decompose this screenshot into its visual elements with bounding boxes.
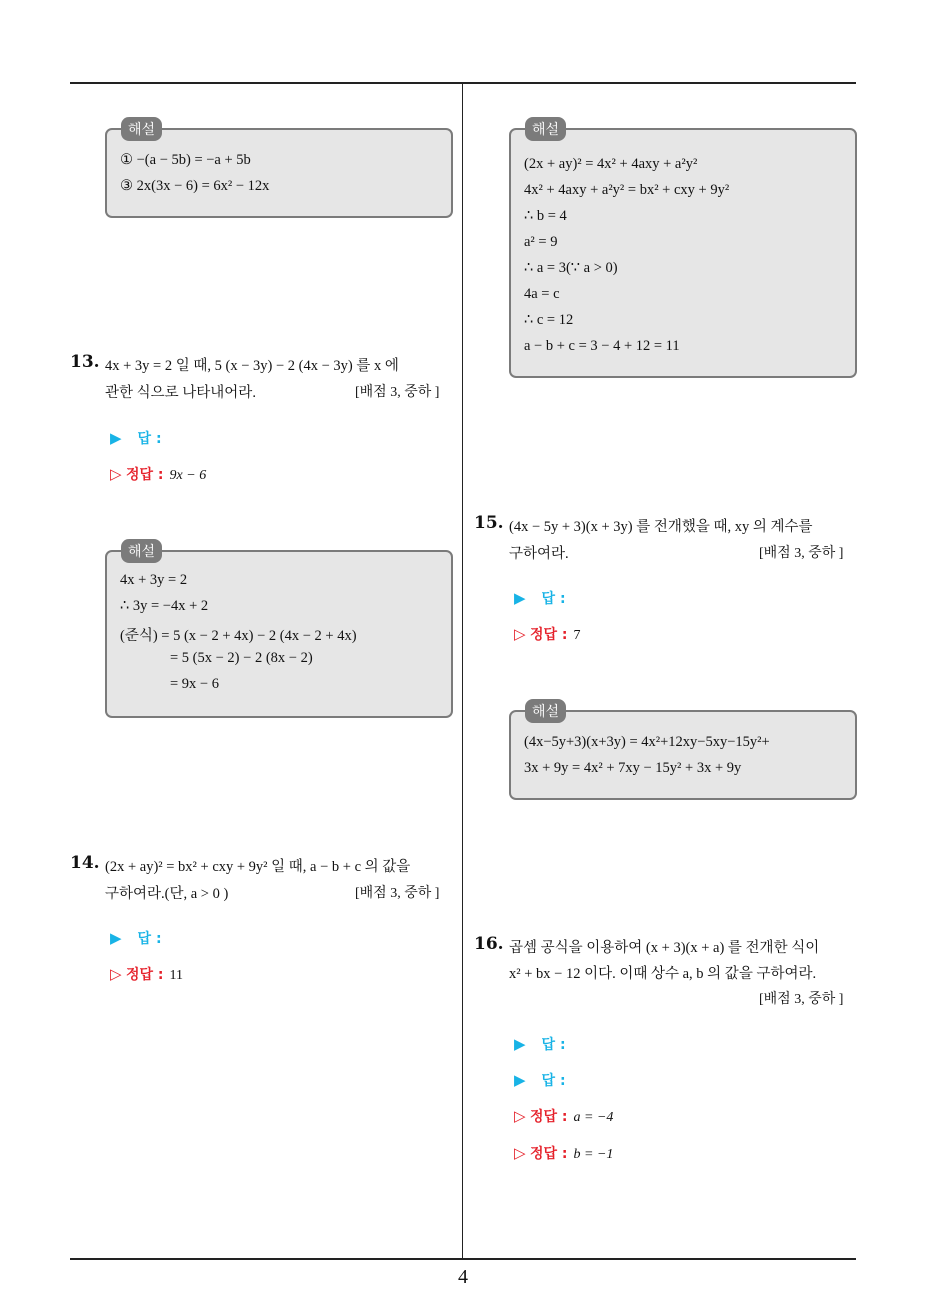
bottom-rule — [70, 1258, 856, 1260]
outline-triangle-icon: ▷ — [110, 465, 122, 483]
explanation-line: 4a = c — [524, 286, 560, 302]
answer-label: 답 : — [137, 431, 162, 447]
question-text-14-line2: 구하여라.(단, a > 0 ) — [105, 886, 229, 902]
correct-answer-row-16b — [514, 1143, 613, 1163]
question-meta-13: [배점 3, 중하 ] — [355, 385, 440, 400]
explanation-box-q13 — [105, 544, 453, 718]
explanation-box-q14 — [509, 122, 857, 378]
outline-triangle-icon: ▷ — [110, 965, 122, 983]
column-divider — [462, 82, 463, 1259]
answer-row-14[interactable] — [110, 928, 162, 948]
answer-label: 답 : — [137, 931, 162, 947]
explanation-line: ∴ a = 3(∵ a > 0) — [524, 260, 618, 276]
question-meta-15: [배점 3, 중하 ] — [759, 546, 844, 561]
question-number-13: 13. — [70, 352, 100, 372]
play-triangle-icon: ▶ — [110, 429, 122, 447]
explanation-line: = 5 (5x − 2) − 2 (8x − 2) — [170, 650, 313, 666]
outline-triangle-icon: ▷ — [514, 625, 526, 643]
page-number: 4 — [458, 1266, 468, 1288]
question-text-13-line1: 4x + 3y = 2 일 때, 5 (x − 3y) − 2 (4x − 3y) 를 x 에 — [105, 358, 399, 374]
explanation-line: 4x + 3y = 2 — [120, 572, 188, 588]
explanation-line: ∴ 3y = −4x + 2 — [120, 598, 209, 614]
answer-row-16a[interactable] — [514, 1034, 566, 1054]
answer-label: 답 : — [541, 1073, 566, 1089]
question-text-15-line2: 구하여라. — [509, 546, 569, 562]
correct-answer-value: b = −1 — [573, 1147, 614, 1162]
explanation-line: (준식) = 5 (x − 2 + 4x) − 2 (4x − 2 + 4x) — [120, 628, 357, 644]
question-text-15-line1: (4x − 5y + 3)(x + 3y) 를 전개했을 때, xy 의 계수를 — [509, 519, 813, 535]
explanation-tag: 해설 — [525, 699, 566, 723]
explanation-box-q12 — [105, 122, 453, 218]
question-number-16: 16. — [474, 934, 504, 954]
correct-label: 정답 : — [126, 967, 164, 983]
outline-triangle-icon: ▷ — [514, 1107, 526, 1125]
explanation-tag: 해설 — [525, 117, 566, 141]
play-triangle-icon: ▶ — [514, 589, 526, 607]
explanation-line: (4x−5y+3)(x+3y) = 4x²+12xy−5xy−15y²+ — [524, 734, 770, 750]
answer-label: 답 : — [541, 1037, 566, 1053]
play-triangle-icon: ▶ — [514, 1035, 526, 1053]
question-number-15: 15. — [474, 513, 504, 533]
correct-answer-value: 7 — [573, 628, 581, 643]
explanation-line: ③ 2x(3x − 6) = 6x² − 12x — [120, 178, 270, 194]
explanation-line: a − b + c = 3 − 4 + 12 = 11 — [524, 338, 680, 354]
answer-row-13[interactable] — [110, 428, 162, 448]
explanation-line: 3x + 9y = 4x² + 7xy − 15y² + 3x + 9y — [524, 760, 742, 776]
correct-answer-row-16a — [514, 1106, 613, 1126]
correct-label: 정답 : — [126, 467, 164, 483]
explanation-box-q15 — [509, 704, 857, 800]
play-triangle-icon: ▶ — [110, 929, 122, 947]
explanation-line: ∴ b = 4 — [524, 208, 567, 224]
correct-answer-row-13 — [110, 464, 206, 484]
explanation-line: = 9x − 6 — [170, 676, 219, 692]
explanation-tag: 해설 — [121, 539, 162, 563]
explanation-line: 4x² + 4axy + a²y² = bx² + cxy + 9y² — [524, 182, 730, 198]
correct-label: 정답 : — [530, 1146, 568, 1162]
top-rule — [70, 82, 856, 84]
correct-label: 정답 : — [530, 627, 568, 643]
correct-answer-value: 11 — [169, 968, 184, 983]
correct-answer-value: 9x − 6 — [169, 468, 207, 483]
answer-label: 답 : — [541, 591, 566, 607]
correct-answer-value: a = −4 — [573, 1110, 614, 1125]
explanation-line: ① −(a − 5b) = −a + 5b — [120, 152, 251, 168]
play-triangle-icon: ▶ — [514, 1071, 526, 1089]
question-text-13-line2: 관한 식으로 나타내어라. — [105, 385, 256, 401]
question-text-14-line1: (2x + ay)² = bx² + cxy + 9y² 일 때, a − b + c 의 값을 — [105, 859, 411, 875]
explanation-tag: 해설 — [121, 117, 162, 141]
correct-answer-row-14 — [110, 964, 183, 984]
question-text-16-line1: 곱셈 공식을 이용하여 (x + 3)(x + a) 를 전개한 식이 — [509, 940, 820, 956]
explanation-line: (2x + ay)² = 4x² + 4axy + a²y² — [524, 156, 698, 172]
explanation-line: ∴ c = 12 — [524, 312, 574, 328]
question-meta-16: [배점 3, 중하 ] — [759, 992, 844, 1007]
explanation-line: a² = 9 — [524, 234, 558, 250]
question-meta-14: [배점 3, 중하 ] — [355, 886, 440, 901]
question-number-14: 14. — [70, 853, 100, 873]
correct-answer-row-15 — [514, 624, 581, 644]
outline-triangle-icon: ▷ — [514, 1144, 526, 1162]
question-text-16-line2: x² + bx − 12 이다. 이때 상수 a, b 의 값을 구하여라. — [509, 966, 817, 982]
correct-label: 정답 : — [530, 1109, 568, 1125]
answer-row-16b[interactable] — [514, 1070, 566, 1090]
answer-row-15[interactable] — [514, 588, 566, 608]
